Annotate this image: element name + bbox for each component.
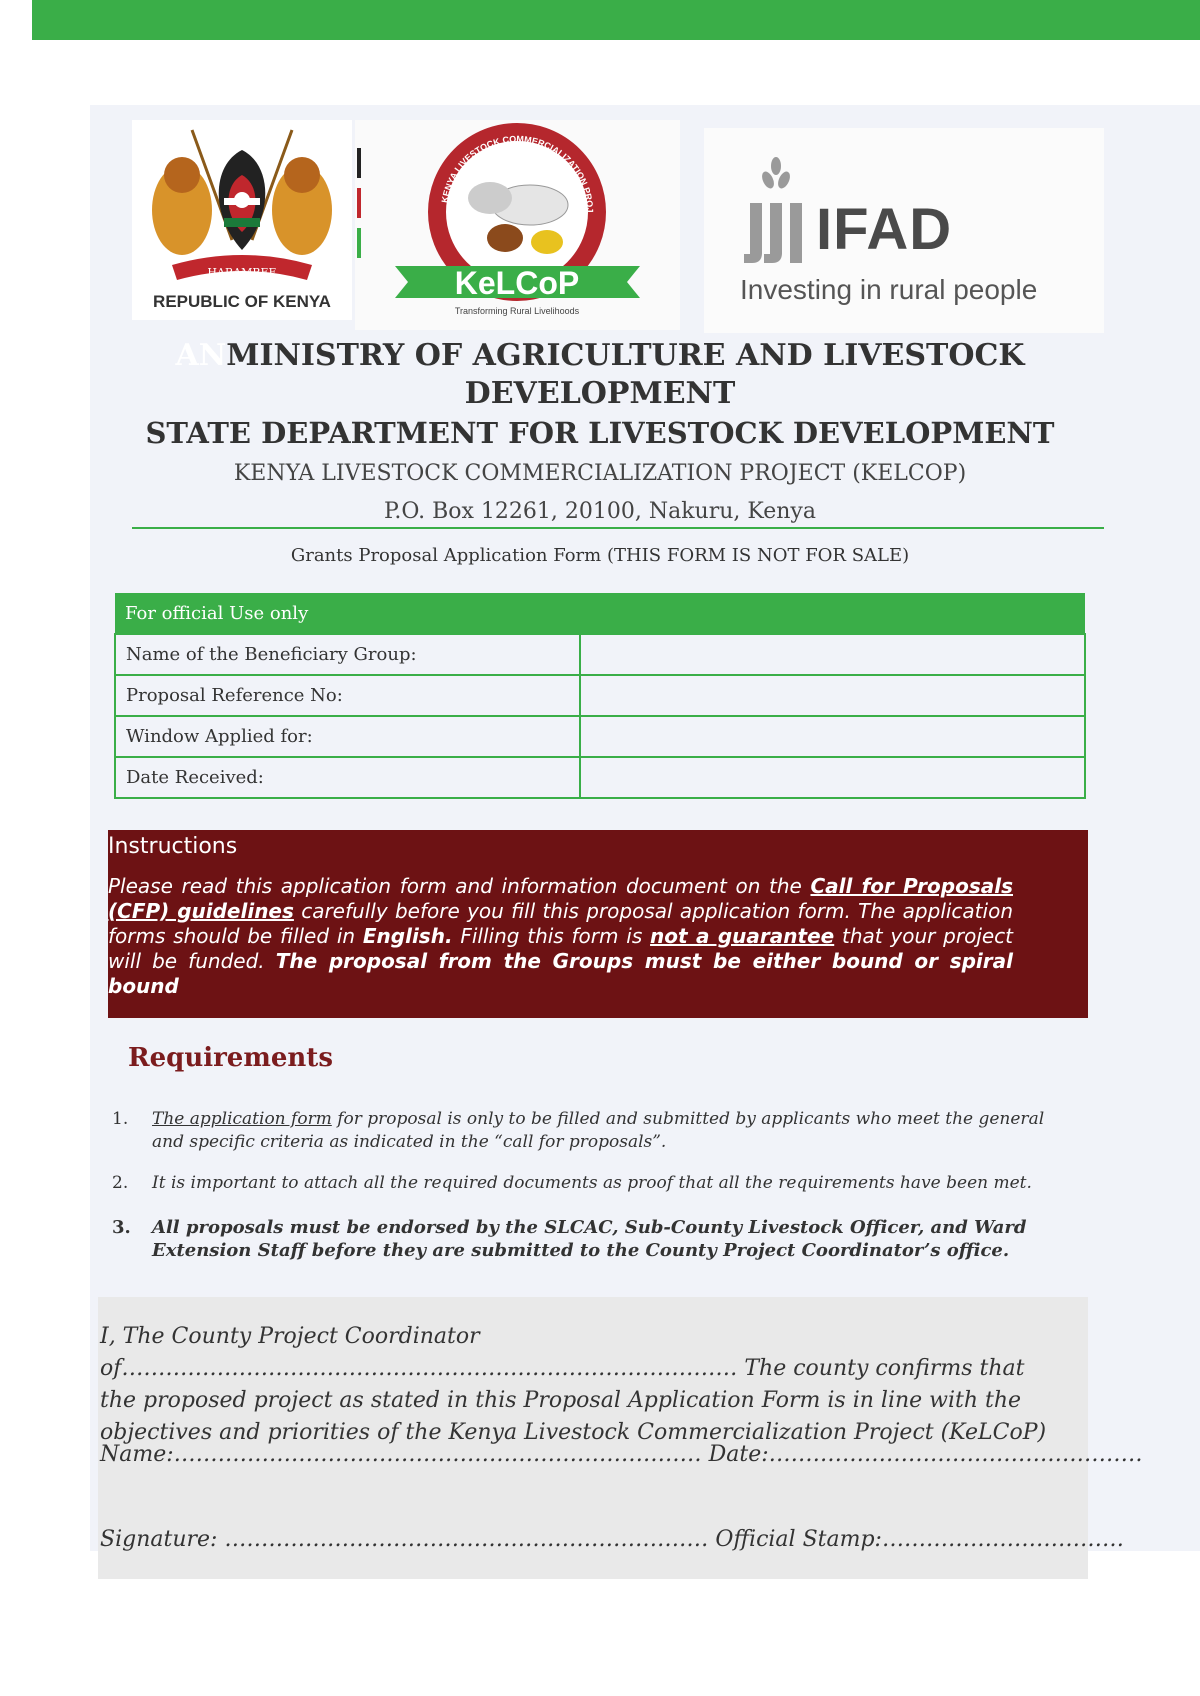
list-item [112,1216,1077,1262]
ministry-title [100,337,1100,413]
official-use-table [114,593,1086,799]
signature-stamp-line[interactable]: Signature: ………………………………………………………… Official Stamp:…………………………… [100,1527,1124,1552]
row-label-reference-no: Proposal Reference No: [115,675,580,716]
instructions-text [108,874,1013,999]
form-title: Grants Proposal Application Form (THIS FORM IS NOT FOR SALE) [290,545,910,566]
instructions-title: Instructions [108,834,238,859]
ifad-name: IFAD [816,197,953,262]
coordinator-confirmation-box [98,1297,1143,1579]
kenya-coat-of-arms-logo [132,120,352,320]
application-form-link[interactable]: The application form [152,1109,332,1129]
instructions-part: Please read this application form and information document on the [108,874,811,898]
requirement-text: It is important to attach all the required documents as proof that all the requirements have been met. [152,1173,1032,1193]
list-number: 3. [112,1217,131,1238]
table-row [115,757,1085,798]
coat-of-arms-icon [132,120,352,295]
name-date-line[interactable]: Name:……………………………………………………………… Date:…………………………………………… [100,1442,1143,1467]
list-number: 1. [112,1109,129,1129]
coordinator-statement: I, The County Project Coordinator of………………………………………………………………………… The county confirms that the proposed project as stated in this Proposal Application Form is in line with the objectives and priorities of the Kenya Livestock Commercialization Project (KeLCoP) [100,1324,1047,1445]
postal-address: P.O. Box 12261, 20100, Nakuru, Kenya [384,499,816,524]
date-received-field[interactable] [580,757,1085,798]
instructions-part: that your project will be funded. [108,924,1014,973]
reference-no-field[interactable] [580,675,1085,716]
row-label-window-applied: Window Applied for: [115,716,580,757]
requirement-text: All proposals must be endorsed by the SLCAC, Sub-County Livestock Officer, and Ward Extension Staff before they are submitted to the County Project Coordinator’s office. [152,1217,1027,1261]
project-name: KENYA LIVESTOCK COMMERCIALIZATION PROJECT (KELCOP) [233,461,967,486]
kelcop-logo [355,120,680,330]
top-green-bar [32,0,1200,40]
official-use-heading: For official Use only [115,593,1085,634]
ifad-logo [704,128,1104,333]
ministry-name: MINISTRY OF AGRICULTURE AND LIVESTOCK DEVELOPMENT [226,338,1025,411]
not-guarantee-emphasis: not a guarantee [650,924,835,948]
instructions-part: Filling this form is [452,924,651,948]
instructions-box [108,830,1088,1018]
state-department-title: STATE DEPARTMENT FOR LIVESTOCK DEVELOPMENT [145,416,1055,450]
row-label-date-received: Date Received: [115,757,580,798]
bound-note: The proposal from the Groups must be either bound or spiral bound [108,949,1013,998]
table-row [115,675,1085,716]
ministry-prefix: AN [175,338,227,373]
instructions-part: carefully before you fill this proposal application form. The application forms should be filled in [108,899,1013,948]
harambee-motto: HARAMBEE [207,266,277,279]
ifad-tagline: Investing in rural people [740,274,1038,305]
english-emphasis: English. [362,924,453,948]
requirement-text: for proposal is only to be filled and submitted by applicants who meet the general and specific criteria as indicated in the “call for proposals”. [152,1109,1045,1152]
requirements-title: Requirements [128,1043,333,1073]
kenya-caption: REPUBLIC OF KENYA [153,292,331,311]
table-row [115,716,1085,757]
cfp-guidelines-link[interactable]: Call for Proposals (CFP) guidelines [108,874,1013,923]
window-applied-field[interactable] [580,716,1085,757]
header-divider [132,527,1104,529]
list-item [112,1108,1077,1154]
beneficiary-group-field[interactable] [580,634,1085,675]
kelcop-tagline: Transforming Rural Livelihoods [454,306,580,316]
table-row [115,634,1085,675]
row-label-beneficiary-group: Name of the Beneficiary Group: [115,634,580,675]
kelcop-emblem-icon [355,120,680,330]
list-number: 2. [112,1173,129,1193]
list-item [112,1172,1077,1195]
kelcop-ring-text: KENYA LIVESTOCK COMMERCIALIZATION PROJ [439,133,596,213]
kelcop-name: KeLCoP [454,265,580,301]
